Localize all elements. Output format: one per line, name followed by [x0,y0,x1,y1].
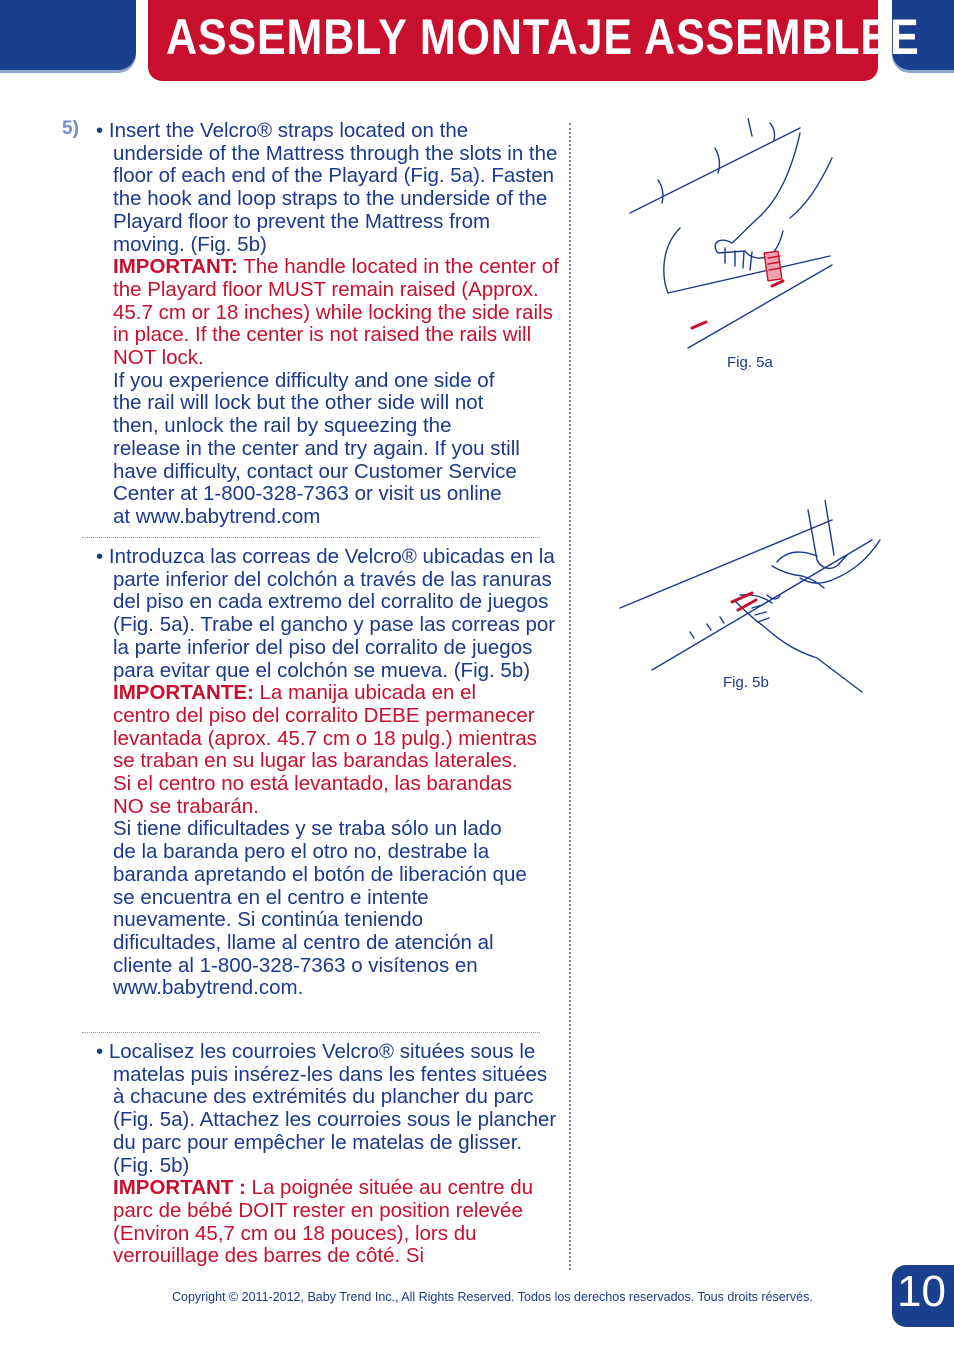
figure-5b-illustration [612,500,902,700]
english-important: IMPORTANT: The handle located in the center of the Playard floor MUST remain raised (Approx. 45.7 cm or 18 inches) while locking the side rails in place. If the center is not raised the rails will NOT lock. [113,255,559,370]
title-banner [148,0,920,81]
figure-5a-illustration [600,118,850,358]
english-followup: If you experience difficulty and one side of the rail will lock but the other side will not then, unlock the rail by squeezing the release in the center and try again. If you still have difficulty, contact our Customer Service Center at 1-800-328-7363 or visit us online at www.babytrend.com [113,368,520,528]
french-important: IMPORTANT : La poignée située au centre du parc de bébé DOIT rester en position relevée (Environ 45,7 cm ou 18 pouces), lors du verrouillage des barres de côté. Si [113,1176,534,1268]
english-instructions: • Insert the Velcro® straps located on the underside of the Mattress through the slots in the floor of each end of the Playard (Fig. 5a). Fasten the hook and loop straps to the underside of the Playard floor to prevent the Mattress from moving. (Fig. 5b) [96,119,558,256]
header-left-tab [0,0,136,70]
page-title: ASSEMBLY MONTAJE ASSEMBLEE [166,9,920,65]
spanish-followup: Si tiene dificultades y se traba sólo un lado de la baranda pero el otro no, destrabe la baranda apretando el botón de liberación que se encuentra en el centro e intente nuevamente. Si continúa teniendo dificultades, llame al centro de atención al cliente al 1-800-328-7363 o visítenos en www.babytrend.com. [113,817,527,1000]
spanish-section [96,546,558,1000]
spanish-important: IMPORTANTE: La manija ubicada en el centro del piso del corralito DEBE permanecer levantada (aprox. 45.7 cm o 18 pulg.) mientras se traban en su lugar las barandas laterales. Si el centro no está levantado, las barandas NO se trabarán. [113,681,537,818]
section-divider [82,1032,540,1033]
spanish-instructions: • Introduzca las correas de Velcro® ubicadas en la parte inferior del colchón a través de las ranuras del piso en cada extremo del corralito de juegos (Fig. 5a). Trabe el gancho y pase las correas por la parte inferior del piso del corralito de juegos para evitar que el colchón se mueva. (Fig. 5b) [96,545,556,682]
english-section [96,120,561,529]
copyright-notice: Copyright © 2011-2012, Baby Trend Inc., All Rights Reserved. Todos los derechos reservados. Tous droits réservés. [172,1290,813,1304]
step-number: 5) [62,118,79,139]
fig-5a-label: Fig. 5a [727,354,773,371]
fig-5b-label: Fig. 5b [723,674,769,691]
page-number: 10 [897,1267,946,1316]
french-instructions: • Localisez les courroies Velcro® situées sous le matelas puis insérez-les dans les fentes situées à chacune des extrémités du plancher du parc (Fig. 5a). Attachez les courroies sous le plancher du parc pour empêcher le matelas de glisser. (Fig. 5b) [96,1040,557,1177]
french-section [96,1041,561,1268]
section-divider [82,537,540,538]
column-divider [569,123,571,1270]
